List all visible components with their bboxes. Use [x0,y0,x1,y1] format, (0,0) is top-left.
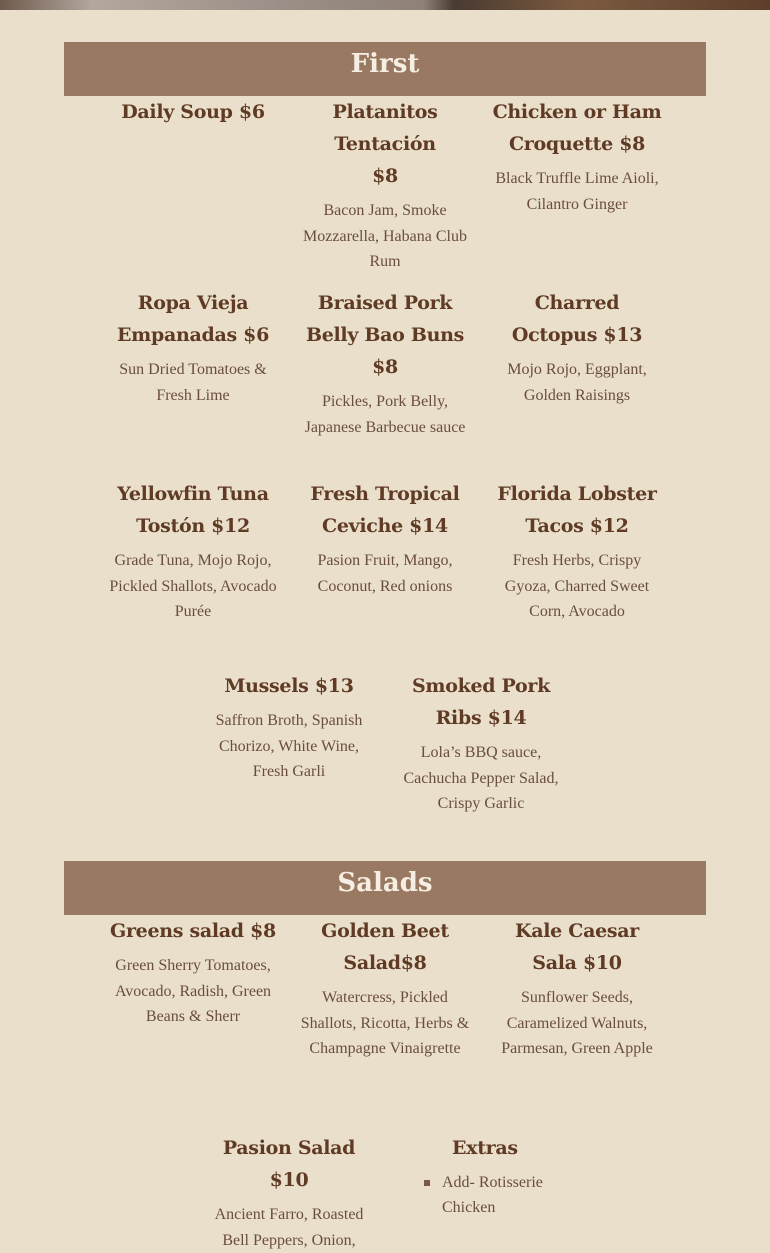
menu-item [106,478,280,625]
menu-item [202,670,376,785]
item-description: Watercress, Pickled Shallots, Ricotta, Herbs & Champagne Vinaigrette [300,989,470,1058]
item-description: Grade Tuna, Mojo Rojo, Pickled Shallots, Avocado Purée [109,552,277,621]
item-title: Smoked Pork Ribs $14 [412,675,550,729]
menu-item [490,287,664,408]
menu-item [298,96,472,275]
item-title: Braised Pork Belly Bao Buns $8 [305,292,465,378]
item-description: Black Truffle Lime Aioli, Cilantro Ginger [495,170,659,213]
menu-item [298,287,472,440]
item-description: Sun Dried Tomatoes & Fresh Lime [119,361,267,404]
menu-item [490,96,664,217]
extras-title: Extras [452,1137,518,1159]
header-photo-strip [0,0,770,10]
item-description: Green Sherry Tomatoes, Avocado, Radish, Green Beans & Sherr [114,957,272,1026]
item-description: Lola’s BBQ sauce, Cachucha Pepper Salad, Crispy Garlic [403,744,559,813]
item-title: Mussels $13 [224,675,354,697]
menu-item [106,287,280,408]
item-title: Florida Lobster Tacos $12 [497,483,657,537]
menu-item [298,915,472,1062]
menu-item [106,915,280,1030]
item-description: Sunflower Seeds, Caramelized Walnuts, Parmesan, Green Apple [501,989,653,1058]
menu-item [202,1132,376,1253]
item-title: Golden Beet Salad$8 [321,920,449,974]
item-title: Greens salad $8 [110,920,276,942]
item-title: Chicken or Ham Croquette $8 [492,101,662,155]
item-title: Kale Caesar Sala $10 [515,920,639,974]
menu-item [394,670,568,817]
item-title: Daily Soup $6 [121,101,265,123]
extras-list-item [414,1170,568,1220]
item-title: Platanitos Tentación $8 [332,101,438,187]
menu-item [106,96,280,128]
item-description: Mojo Rojo, Eggplant, Golden Raisings [507,361,647,404]
section-header-first: First [64,42,706,96]
item-description: Fresh Herbs, Crispy Gyoza, Charred Sweet Corn, Avocado [504,552,650,621]
square-bullet-icon [424,1180,430,1186]
item-title: Pasion Salad $10 [222,1137,356,1191]
extras-item-label: Add- Rotisserie Chicken [442,1174,543,1216]
item-title: Yellowfin Tuna Tostón $12 [117,483,269,537]
item-description: Pasion Fruit, Mango, Coconut, Red onions [317,552,453,595]
section-header-salads: Salads [64,861,706,915]
item-title: Charred Octopus $13 [511,292,643,346]
item-description: Pickles, Pork Belly, Japanese Barbecue sauce [304,393,466,436]
menu-item [490,915,664,1062]
item-description: Bacon Jam, Smoke Mozzarella, Habana Club Rum [303,202,467,271]
item-title: Ropa Vieja Empanadas $6 [116,292,270,346]
item-title: Fresh Tropical Ceviche $14 [310,483,460,537]
item-description: Saffron Broth, Spanish Chorizo, White Wine, Fresh Garli [215,712,363,781]
extras-list [394,1170,568,1220]
menu-item [298,478,472,599]
menu-item [490,478,664,625]
extras-block [394,1132,568,1220]
item-description: Ancient Farro, Roasted Bell Peppers, Onion, [214,1206,364,1249]
